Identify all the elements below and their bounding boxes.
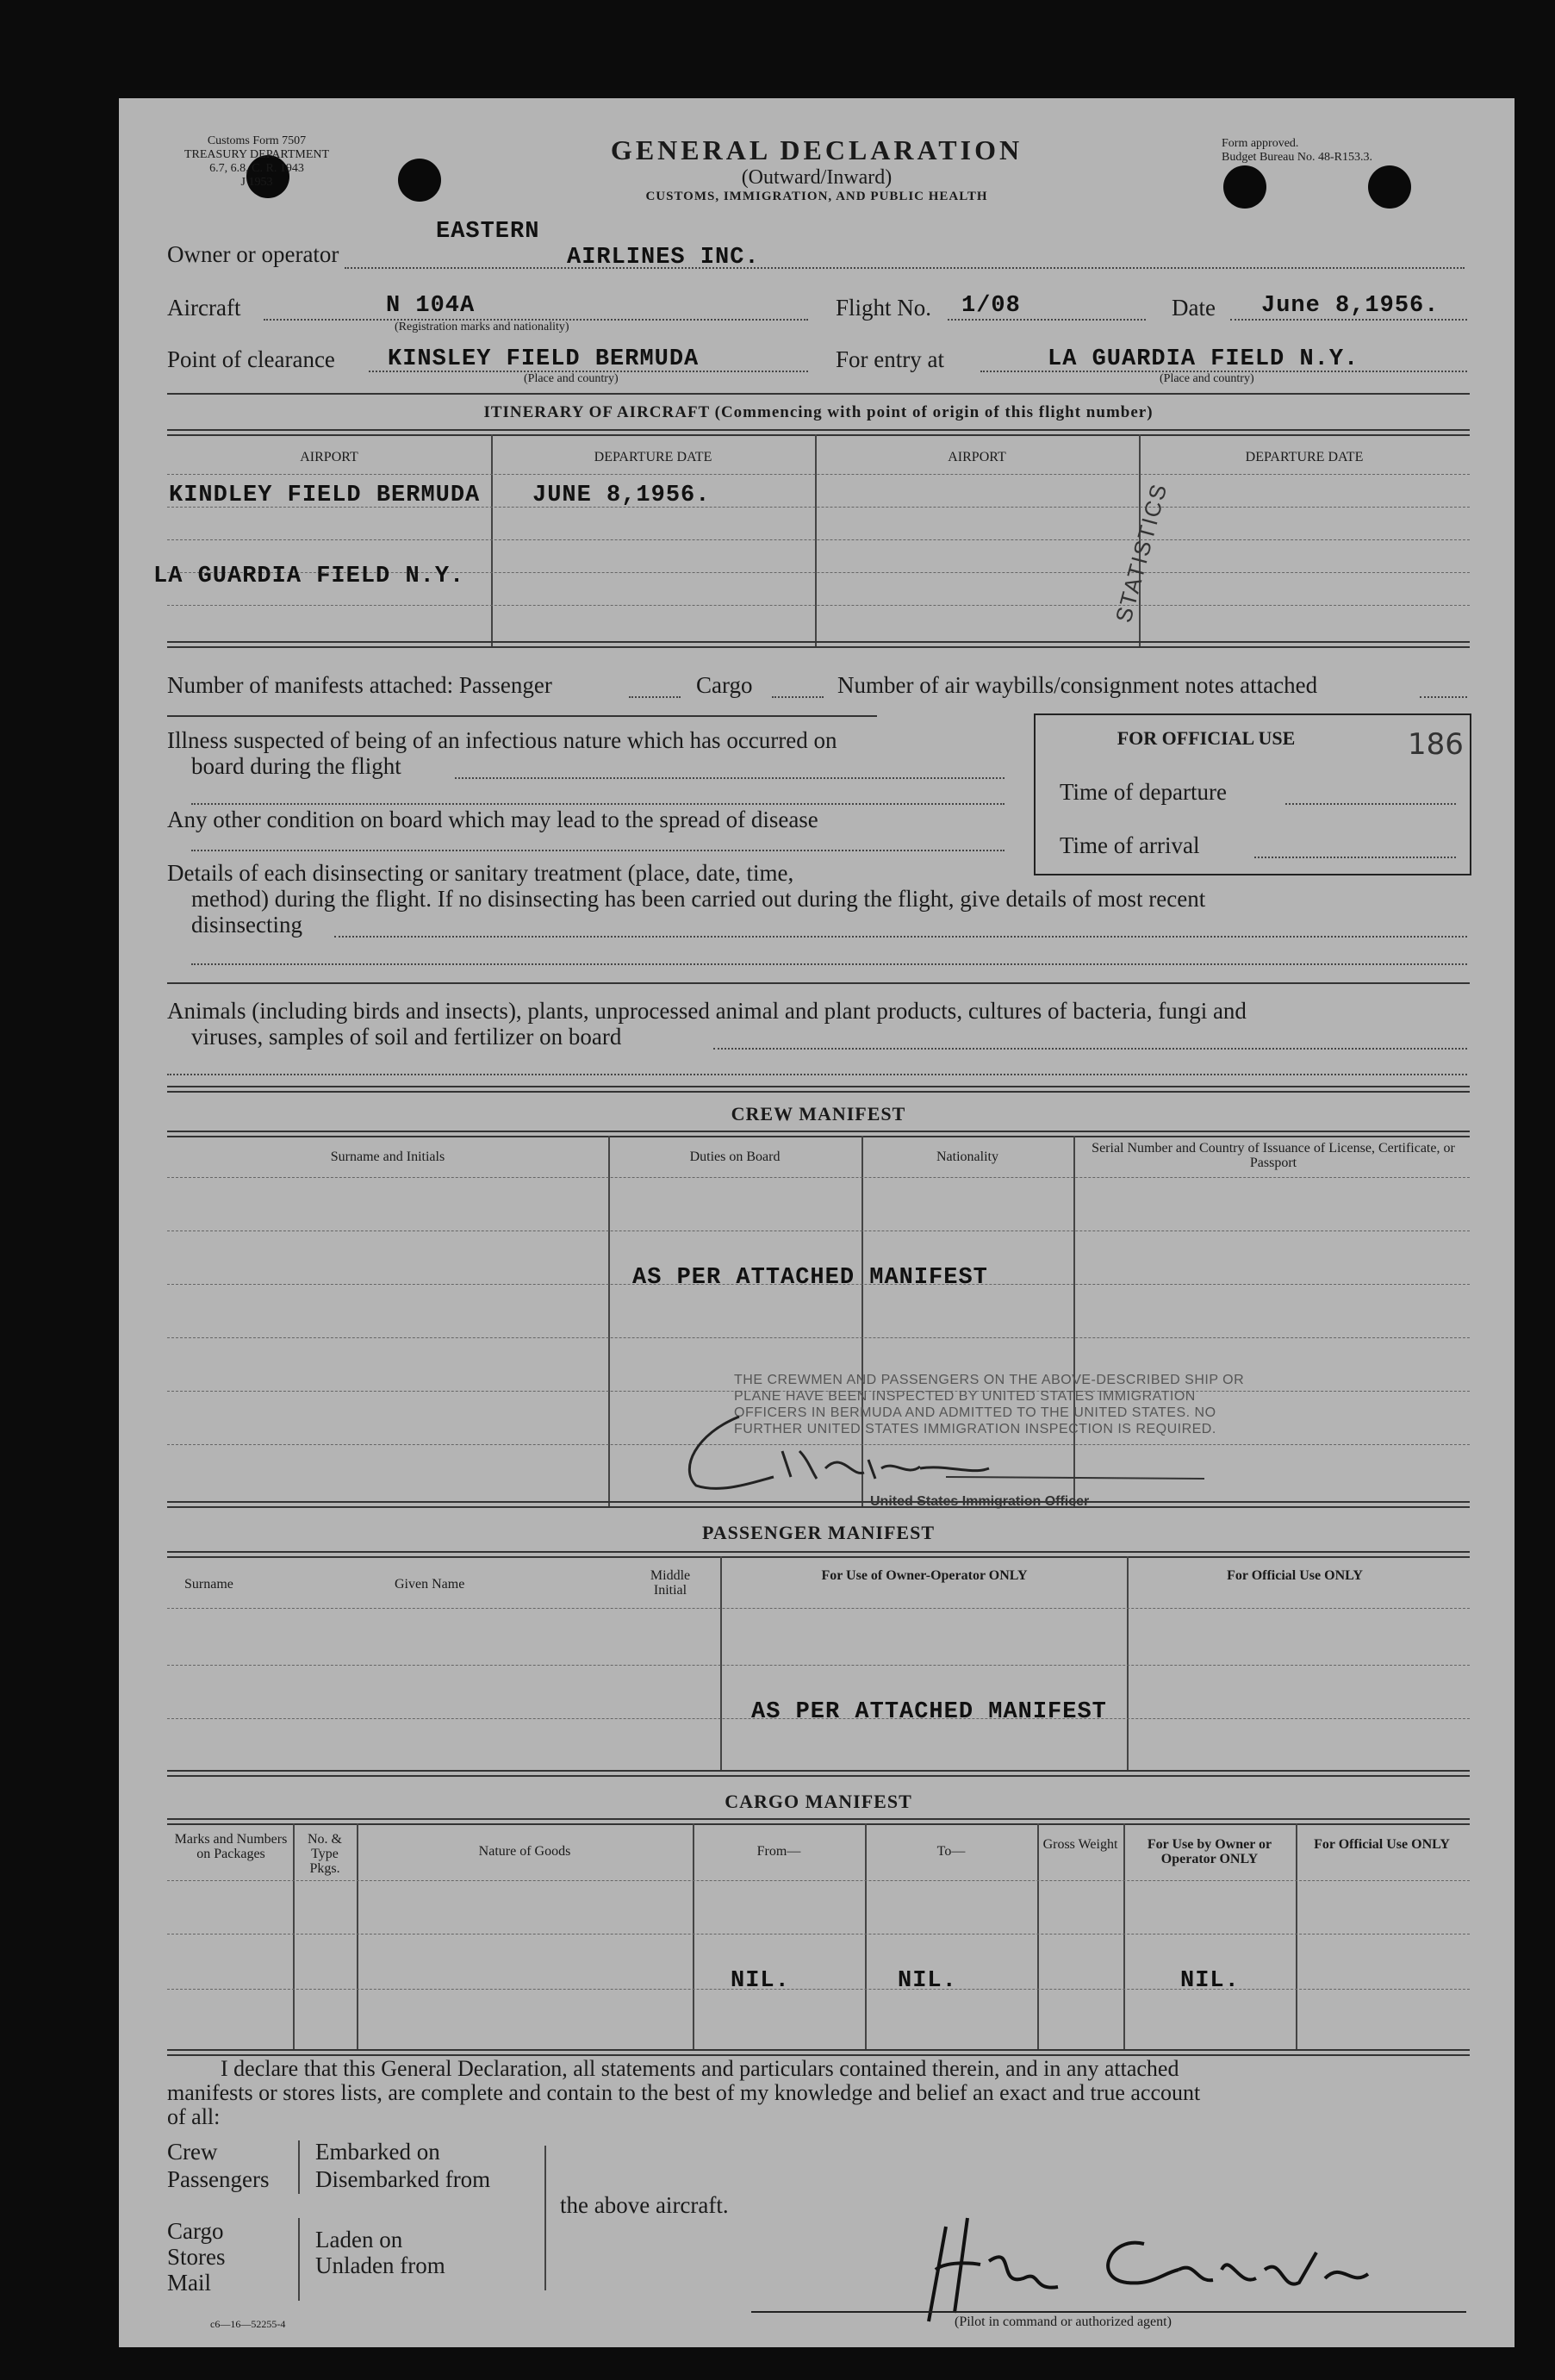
row-rule bbox=[167, 1337, 1470, 1338]
declaration-form bbox=[119, 98, 1515, 2347]
flight-label: Flight No. bbox=[836, 295, 932, 321]
row-rule bbox=[167, 1665, 1470, 1666]
date-underline bbox=[1230, 319, 1467, 321]
official-use-title: FOR OFFICIAL USE bbox=[1116, 727, 1296, 749]
passenger-header-middle: Middle Initial bbox=[650, 1568, 691, 1598]
passenger-manifest-title: PASSENGER MANIFEST bbox=[701, 1522, 936, 1543]
stamp-line: PLANE HAVE BEEN INSPECTED BY UNITED STATES IMMIGRATION bbox=[734, 1389, 1196, 1404]
flight-underline bbox=[948, 319, 1146, 321]
row-rule bbox=[167, 1608, 1470, 1609]
stores-label: Stores bbox=[167, 2244, 226, 2270]
itinerary-row2-airport: LA GUARDIA FIELD N.Y. bbox=[153, 564, 465, 589]
cargo-header-official: For Official Use ONLY bbox=[1314, 1837, 1450, 1852]
immigration-officer-signature bbox=[662, 1399, 1230, 1494]
row-rule bbox=[167, 474, 1470, 475]
form-id-line: J 1953 bbox=[240, 176, 273, 189]
punch-hole bbox=[1223, 165, 1266, 209]
crew-label: Crew bbox=[167, 2139, 218, 2165]
passenger-header-owner: For Use of Owner-Operator ONLY bbox=[821, 1568, 1028, 1583]
divider bbox=[167, 715, 877, 717]
animals-answer-line bbox=[167, 1074, 1467, 1075]
passengers-label: Passengers bbox=[167, 2166, 270, 2192]
passenger-header-surname: Surname bbox=[184, 1577, 233, 1592]
itinerary-header-airport: AIRPORT bbox=[300, 450, 358, 464]
flight-value: 1/08 bbox=[961, 293, 1021, 319]
cargo-header-from: From— bbox=[756, 1844, 801, 1859]
divider bbox=[167, 393, 1470, 395]
declaration-text-2: manifests or stores lists, are complete and contain to the best of my knowledge and belief an exact and true account bbox=[167, 2080, 1201, 2105]
cargo-header-nature: Nature of Goods bbox=[478, 1844, 571, 1859]
page-subtitle: (Outward/Inward) bbox=[741, 166, 893, 189]
clearance-value: KINSLEY FIELD BERMUDA bbox=[388, 346, 700, 372]
mail-label: Mail bbox=[167, 2270, 211, 2296]
stamp-line: THE CREWMEN AND PASSENGERS ON THE ABOVE-DESCRIBED SHIP OR bbox=[734, 1373, 1245, 1387]
crew-header-duties: Duties on Board bbox=[689, 1150, 781, 1164]
itinerary-row1-date: JUNE 8,1956. bbox=[532, 483, 711, 508]
entry-value: LA GUARDIA FIELD N.Y. bbox=[1048, 346, 1359, 372]
row-rule bbox=[167, 605, 1470, 606]
form-id-line: TREASURY DEPARTMENT bbox=[183, 148, 330, 161]
row-rule bbox=[167, 1934, 1470, 1935]
passenger-bottom-rule bbox=[167, 1770, 1470, 1777]
cargo-count-line bbox=[772, 696, 824, 698]
condition-answer-line bbox=[191, 850, 1005, 851]
owner-value-line2: AIRLINES INC. bbox=[567, 245, 760, 271]
departure-time-line bbox=[1285, 803, 1456, 805]
disinsect-answer-line bbox=[334, 936, 1467, 938]
declaration-text-3: of all: bbox=[167, 2104, 221, 2129]
form-id-block bbox=[153, 134, 360, 190]
arrival-time-line bbox=[1254, 857, 1456, 858]
page-title: GENERAL DECLARATION bbox=[610, 134, 1023, 165]
statistics-stamp: STATISTICS bbox=[1110, 480, 1172, 626]
cargo-header-weight: Gross Weight bbox=[1042, 1837, 1118, 1852]
illness-answer-line bbox=[191, 803, 1005, 805]
row-rule bbox=[167, 1989, 1470, 1990]
disinsect-text-1: Details of each disinsecting or sanitary treatment (place, date, time, bbox=[167, 860, 794, 886]
itinerary-header-date-2: DEPARTURE DATE bbox=[1245, 450, 1364, 464]
entry-sublabel: (Place and country) bbox=[1160, 372, 1254, 385]
row-rule bbox=[167, 1230, 1470, 1231]
waybills-count-line bbox=[1420, 696, 1467, 698]
disinsect-text-3: disinsecting bbox=[191, 912, 302, 938]
cargo-from-value: NIL. bbox=[731, 1968, 790, 1994]
cargo-header-to: To— bbox=[936, 1844, 966, 1859]
itinerary-top-rule bbox=[167, 429, 1470, 436]
cargo-header-pkgs: No. & Type Pkgs. bbox=[308, 1832, 342, 1876]
passenger-col-divider bbox=[1127, 1556, 1129, 1772]
disinsect-text-2: method) during the flight. If no disinsecting has been carried out during the flight, give details of most recent bbox=[191, 886, 1206, 912]
stamp-line: FURTHER UNITED STATES IMMIGRATION INSPECTION IS REQUIRED. bbox=[734, 1422, 1216, 1436]
embarked-label: Embarked on bbox=[315, 2139, 440, 2165]
row-rule bbox=[167, 539, 1470, 540]
clearance-label: Point of clearance bbox=[167, 346, 335, 372]
official-use-number: 186 bbox=[1408, 727, 1464, 762]
cargo-col-divider bbox=[1123, 1823, 1125, 2051]
condition-text: Any other condition on board which may lead to the spread of disease bbox=[167, 807, 818, 832]
punch-hole bbox=[398, 159, 441, 202]
brace bbox=[298, 2140, 300, 2194]
divider bbox=[167, 982, 1470, 984]
date-label: Date bbox=[1172, 295, 1216, 321]
entry-label: For entry at bbox=[836, 346, 944, 372]
passenger-col-divider bbox=[720, 1556, 722, 1772]
brace bbox=[298, 2218, 300, 2301]
owner-underline bbox=[345, 267, 1465, 269]
date-value: June 8,1956. bbox=[1261, 293, 1440, 319]
cargo-bottom-rule bbox=[167, 2049, 1470, 2056]
arrival-time-label: Time of arrival bbox=[1060, 832, 1200, 858]
passenger-attached-note: AS PER ATTACHED MANIFEST bbox=[751, 1699, 1107, 1725]
cargo-count-label: Cargo bbox=[696, 672, 753, 698]
cargo-col-divider bbox=[1037, 1823, 1039, 2051]
illness-text-2: board during the flight bbox=[191, 753, 401, 779]
itinerary-bottom-rule bbox=[167, 641, 1470, 648]
approval-block bbox=[1222, 137, 1480, 165]
laden-label: Laden on bbox=[315, 2227, 403, 2252]
title-block bbox=[515, 134, 1118, 204]
row-rule bbox=[167, 1177, 1470, 1178]
itinerary-header-airport-2: AIRPORT bbox=[948, 450, 1006, 464]
brace bbox=[544, 2146, 546, 2290]
crew-top-rule bbox=[167, 1131, 1470, 1137]
crew-col-divider bbox=[608, 1136, 610, 1506]
disembarked-label: Disembarked from bbox=[315, 2166, 491, 2192]
form-id-line: Customs Form 7507 bbox=[207, 134, 307, 147]
cargo-to-value: NIL. bbox=[898, 1968, 957, 1994]
crew-manifest-title: CREW MANIFEST bbox=[731, 1103, 906, 1125]
cargo-top-rule bbox=[167, 1818, 1470, 1825]
crew-bottom-rule bbox=[167, 1501, 1470, 1508]
crew-header-serial: Serial Number and Country of Issuance of License, Certificate, or Passport bbox=[1092, 1141, 1455, 1170]
passenger-count-line bbox=[629, 696, 681, 698]
page-subtitle-2: CUSTOMS, IMMIGRATION, AND PUBLIC HEALTH bbox=[645, 190, 988, 203]
immigration-officer-label: United States Immigration Officer bbox=[870, 1494, 1090, 1509]
form-id-line: 6.7, 6.8, C. R. 1943 bbox=[209, 162, 304, 175]
cargo-col-divider bbox=[1296, 1823, 1297, 2051]
owner-value-line1: EASTERN bbox=[436, 219, 540, 245]
cargo-owner-value: NIL. bbox=[1180, 1968, 1240, 1994]
declaration-text-1: I declare that this General Declaration, all statements and particulars contained therein, and in any attached bbox=[221, 2056, 1179, 2081]
crew-attached-note: AS PER ATTACHED MANIFEST bbox=[632, 1265, 988, 1291]
above-aircraft-text: the above aircraft. bbox=[560, 2192, 729, 2218]
crew-header-surname: Surname and Initials bbox=[330, 1150, 445, 1164]
departure-time-label: Time of departure bbox=[1060, 779, 1227, 805]
divider bbox=[167, 1086, 1470, 1093]
aircraft-label: Aircraft bbox=[167, 295, 241, 321]
pilot-signature-line bbox=[751, 2311, 1466, 2313]
animals-text-1: Animals (including birds and insects), plants, unprocessed animal and plant products, cultures of bacteria, fungi and bbox=[167, 998, 1247, 1024]
animals-text-2: viruses, samples of soil and fertilizer on board bbox=[191, 1024, 622, 1050]
aircraft-sublabel: (Registration marks and nationality) bbox=[395, 321, 569, 333]
itinerary-title: ITINERARY OF AIRCRAFT (Commencing with point of origin of this flight number) bbox=[483, 403, 1154, 421]
manifests-label: Number of manifests attached: Passenger bbox=[167, 672, 552, 698]
illness-text-1: Illness suspected of being of an infectious nature which has occurred on bbox=[167, 727, 837, 753]
unladen-label: Unladen from bbox=[315, 2252, 445, 2278]
itinerary-col-divider bbox=[491, 434, 493, 646]
crew-header-nationality: Nationality bbox=[936, 1150, 998, 1164]
waybills-label: Number of air waybills/consignment notes attached bbox=[837, 672, 1318, 698]
aircraft-value: N 104A bbox=[386, 293, 476, 319]
stamp-line: OFFICERS IN BERMUDA AND ADMITTED TO THE UNITED STATES. NO bbox=[734, 1405, 1216, 1420]
approval-line: Form approved. bbox=[1222, 137, 1299, 150]
passenger-top-rule bbox=[167, 1551, 1470, 1558]
passenger-header-official: For Official Use ONLY bbox=[1227, 1568, 1363, 1583]
row-rule bbox=[167, 1880, 1470, 1881]
animals-answer-line bbox=[713, 1048, 1467, 1050]
cargo-header-owner: For Use by Owner or Operator ONLY bbox=[1147, 1837, 1272, 1866]
cargo-label: Cargo bbox=[167, 2218, 224, 2244]
pilot-label: (Pilot in command or authorized agent) bbox=[955, 2315, 1172, 2329]
itinerary-header-date: DEPARTURE DATE bbox=[594, 450, 712, 464]
cargo-header-marks: Marks and Numbers on Packages bbox=[174, 1832, 288, 1861]
itinerary-row1-airport: KINDLEY FIELD BERMUDA bbox=[169, 483, 481, 508]
cargo-manifest-title: CARGO MANIFEST bbox=[725, 1791, 912, 1812]
footer-code: c6—16—52255-4 bbox=[210, 2318, 286, 2330]
illness-answer-line bbox=[455, 777, 1005, 779]
passenger-header-given: Given Name bbox=[395, 1577, 465, 1592]
punch-hole bbox=[1368, 165, 1411, 209]
cargo-col-divider bbox=[293, 1823, 295, 2051]
disinsect-answer-line bbox=[191, 963, 1467, 965]
clearance-sublabel: (Place and country) bbox=[524, 372, 619, 385]
owner-label: Owner or operator bbox=[167, 241, 339, 267]
itinerary-col-divider bbox=[815, 434, 817, 646]
approval-line: Budget Bureau No. 48-R153.3. bbox=[1222, 151, 1372, 164]
